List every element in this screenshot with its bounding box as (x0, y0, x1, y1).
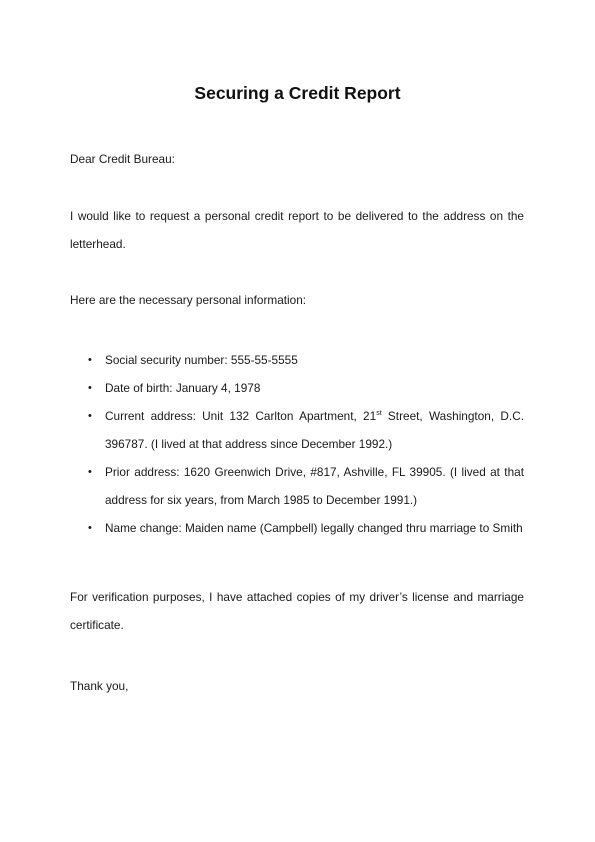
verification-paragraph: For verification purposes, I have attached copies of my driver’s license and marriage certificate. (70, 590, 524, 632)
list-item-prior-address (70, 458, 524, 514)
list-item-name-change (70, 514, 524, 542)
bullet-icon: • (88, 382, 92, 394)
list-item-current-address (70, 402, 524, 458)
bullet-icon: • (88, 410, 92, 422)
list-item-text: Social security number: 555-55-5555 (105, 353, 298, 367)
bullet-icon: • (88, 522, 92, 534)
request-paragraph: I would like to request a personal credit report to be delivered to the address on the letterhead. (70, 209, 524, 251)
closing: Thank you, (70, 679, 129, 693)
list-item-ssn (70, 346, 524, 374)
list-item-text-end: Street, Washington, D.C. 396787. (I lived at that address since December 1992.) (105, 409, 524, 451)
list-item-text: Name change: Maiden name (Campbell) legally changed thru marriage to Smith (105, 521, 523, 535)
info-intro-paragraph: Here are the necessary personal information: (70, 293, 307, 307)
list-item-birth-date (70, 374, 524, 402)
ordinal-suffix: st (376, 410, 382, 417)
bullet-icon: • (88, 466, 92, 478)
salutation: Dear Credit Bureau: (70, 152, 175, 166)
list-item-text: Date of birth: January 4, 1978 (105, 381, 261, 395)
bullet-icon: • (88, 354, 92, 366)
document-title: Securing a Credit Report (194, 83, 401, 103)
list-item-text-start: Current address: Unit 132 Carlton Apartment, 21 (105, 409, 377, 423)
list-item-text: Prior address: 1620 Greenwich Drive, #817, Ashville, FL 39905. (I lived at that address for six years, from March 1985 to December 1991.) (105, 465, 524, 507)
personal-info-list (70, 346, 524, 542)
